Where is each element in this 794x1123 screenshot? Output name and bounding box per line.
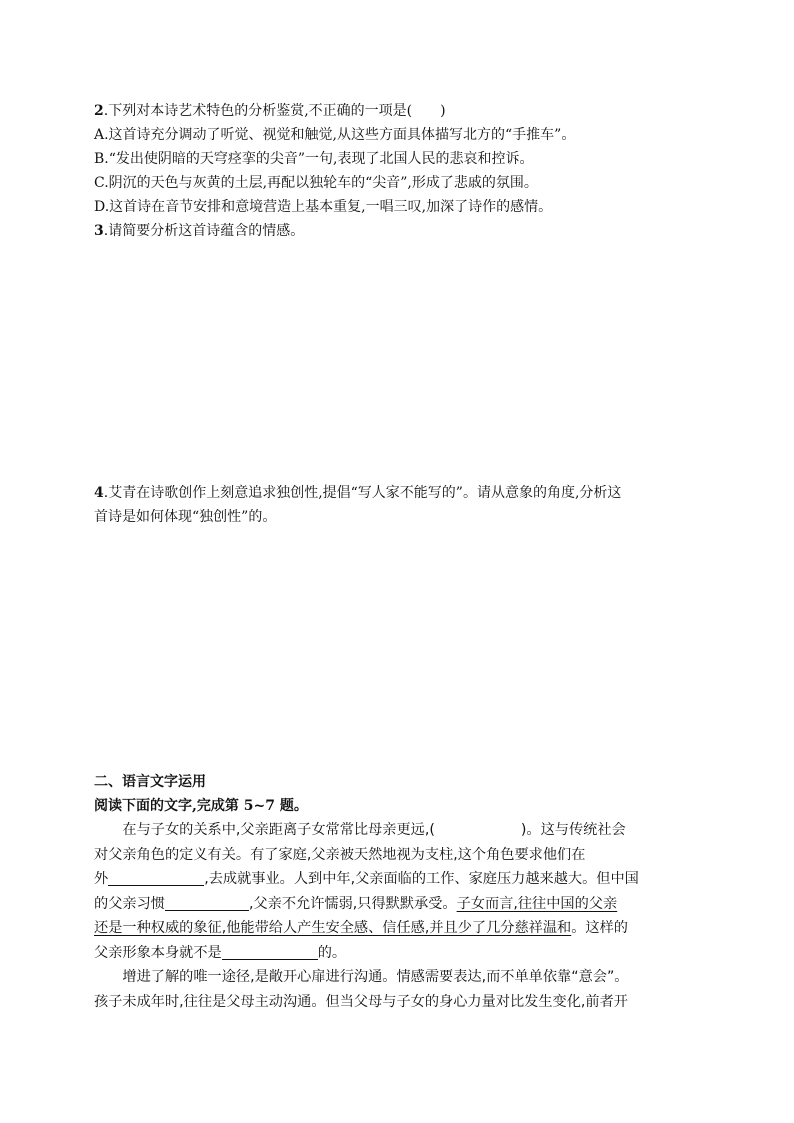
passage-line: 父亲形象本身就不是 的。 — [94, 944, 347, 961]
option-b: B.“发出使阴暗的天穹痉挛的尖音”一句,表现了北国人民的悲哀和控诉。 — [94, 151, 534, 167]
passage-line: 孩子未成年时,往往是父母主动沟通。但当父母与子女的身心力量对比发生变化,前者开 — [94, 993, 628, 1010]
option-c: C.阴沉的天色与灰黄的土层,再配以独轮车的“尖音”,形成了悲戚的氛围。 — [94, 175, 538, 191]
fill-blank[interactable] — [108, 871, 204, 886]
question-4 — [94, 481, 704, 529]
section-instruction: 阅读下面的文字,完成第 5~7 题。 — [94, 798, 308, 814]
passage-line: 的父亲习惯 ,父亲不允许懦弱,只得默默承受。子女而言,往往中国的父亲 — [94, 895, 618, 912]
question-2-stem: 2.下列对本诗艺术特色的分析鉴赏,不正确的一项是( ) — [94, 103, 446, 119]
option-d: D.这首诗在音节安排和意境营造上基本重复,一唱三叹,加深了诗作的感情。 — [94, 199, 553, 215]
underlined-sentence: 子女而言,往往中国的父亲 — [456, 895, 618, 912]
question-number: 3 — [94, 223, 104, 239]
section-heading: 二、语言文字运用 — [94, 774, 206, 790]
question-4-line-2: 首诗是如何体现“独创性”的。 — [94, 509, 277, 525]
question-2 — [94, 99, 704, 243]
fill-blank[interactable] — [222, 945, 318, 960]
question-3-stem: 3.请简要分析这首诗蕴含的情感。 — [94, 223, 305, 239]
passage-line: 在与子女的关系中,父亲距离子女常常比母亲更远,( )。这与传统社会 — [122, 822, 626, 838]
question-number: 2 — [94, 103, 104, 119]
passage-line: 还是一种权威的象征,他能带给人产生安全感、信任感,并且少了几分慈祥温和。这样的 — [94, 920, 628, 936]
question-4-line-1: 4.艾青在诗歌创作上刻意追求独创性,提倡“写人家不能写的”。请从意象的角度,分析这 — [94, 485, 622, 501]
passage-line: 对父亲角色的定义有关。有了家庭,父亲被天然地视为支柱,这个角色要求他们在 — [94, 846, 586, 863]
passage-line: 外 ,去成就事业。人到中年,父亲面临的工作、家庭压力越来越大。但中国 — [94, 871, 639, 887]
fill-blank[interactable] — [165, 896, 249, 911]
option-a: A.这首诗充分调动了听觉、视觉和触觉,从这些方面具体描写北方的“手推车”。 — [94, 127, 576, 143]
reading-passage — [94, 818, 698, 1014]
underlined-sentence: 还是一种权威的象征,他能带给人产生安全感、信任感,并且少了几分慈祥温和 — [94, 920, 572, 936]
question-number: 4 — [94, 485, 104, 501]
passage-line: 增进了解的唯一途径,是敞开心扉进行沟通。情感需要表达,而不单单依靠“意会”。 — [122, 969, 629, 985]
